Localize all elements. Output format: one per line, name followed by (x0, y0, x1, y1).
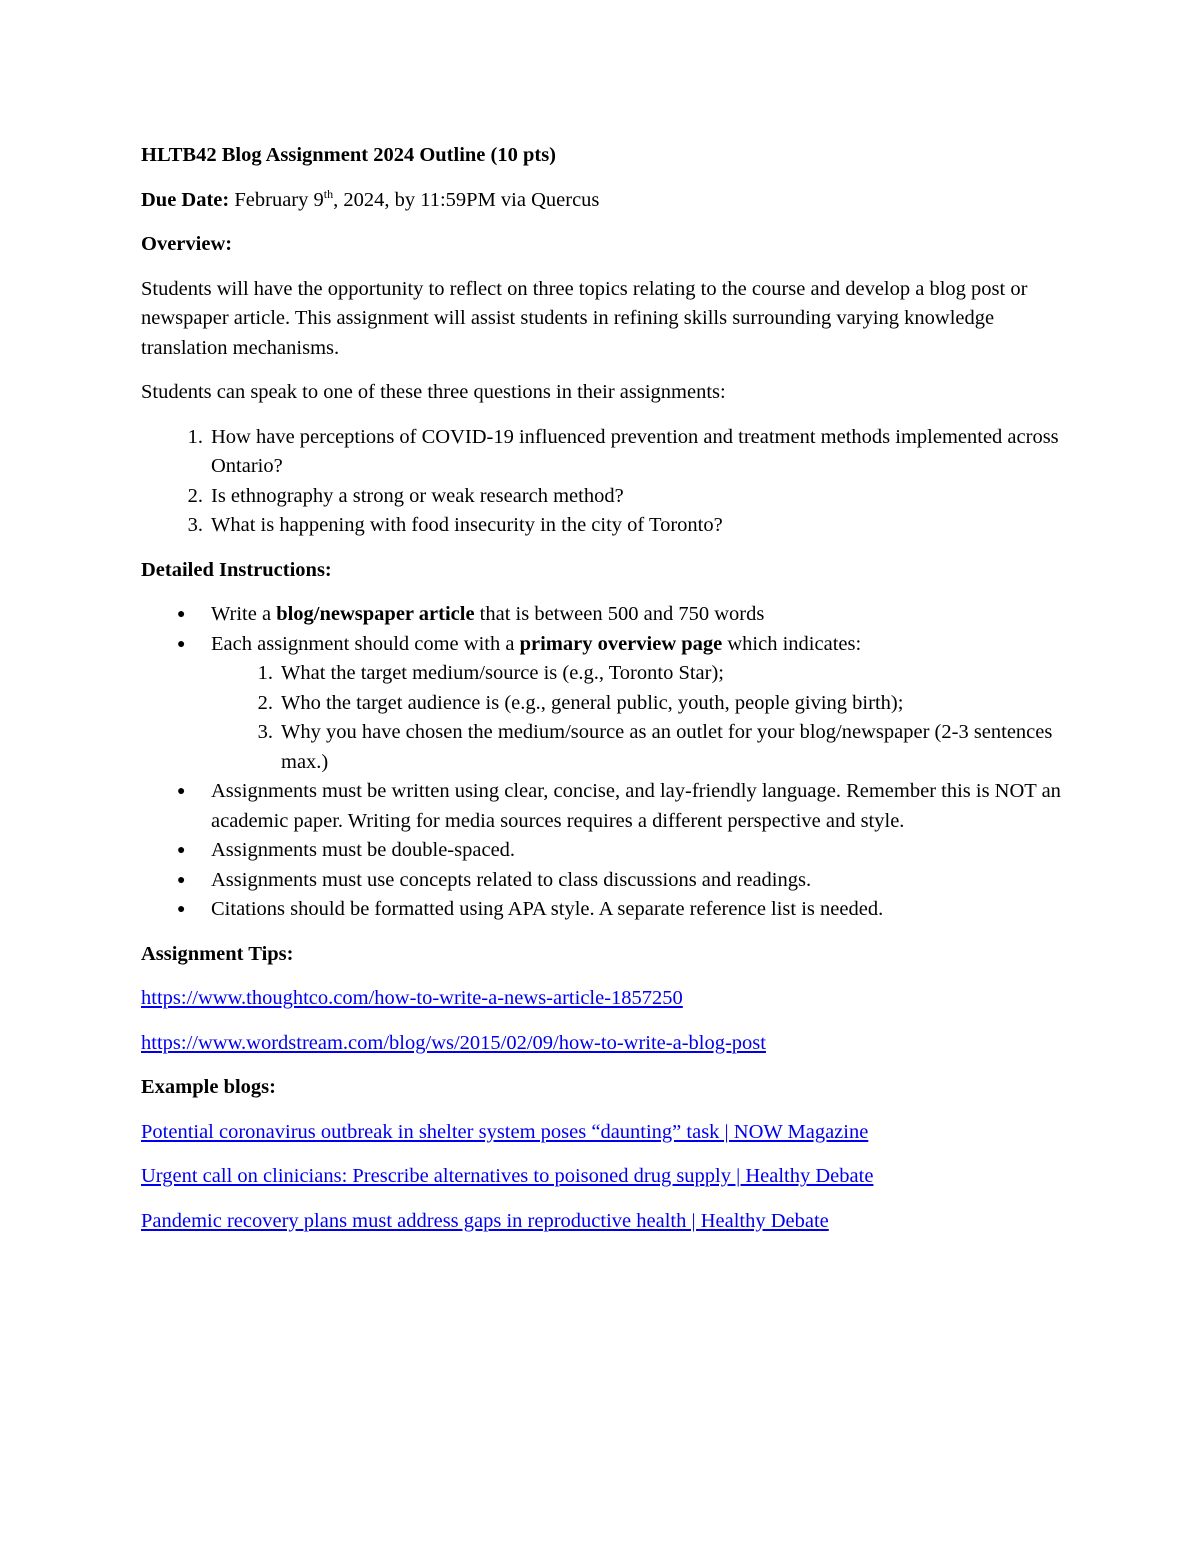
list-item (211, 689, 1071, 719)
list-number: 2. (257, 691, 273, 714)
list-number: 1. (257, 662, 273, 684)
due-date-text-rest: , 2024, by 11:59PM via Quercus (333, 188, 600, 211)
list-item (141, 895, 1071, 925)
due-date-line (141, 186, 1071, 216)
list-item (141, 600, 1071, 630)
instruction-text: that is between 500 and 750 words (474, 603, 765, 625)
requirement-text: Who the target audience is (e.g., general public, youth, people giving birth); (281, 691, 904, 714)
document-page (141, 141, 1071, 1251)
list-number: 3. (257, 721, 273, 743)
overview-heading: Overview: (141, 233, 233, 255)
requirement-text: What the target medium/source is (e.g., Toronto Star); (281, 662, 725, 684)
instruction-text: Assignments must be double-spaced. (211, 839, 516, 861)
bullet-icon: ● (177, 636, 186, 652)
due-date-label: Due Date: (141, 188, 230, 211)
example-blog-link-drug-supply[interactable]: Urgent call on clinicians: Prescribe alternatives to poisoned drug supply | Healthy Debate (141, 1165, 874, 1187)
list-number: 3. (187, 514, 203, 536)
list-item (141, 423, 1071, 482)
overview-paragraph: Students will have the opportunity to reflect on three topics relating to the course and develop a blog post or newspaper article. This assignment will assist students in refining skills surrounding varying knowledge translation mechanisms. (141, 277, 1028, 359)
overview-page-requirements-list (211, 659, 1071, 777)
instruction-text: Assignments must be written using clear, concise, and lay-friendly language. Remember this is NOT an academic paper. Writing for media sources requires a different perspective and style. (211, 780, 1061, 832)
example-blog-link-reproductive-health[interactable]: Pandemic recovery plans must address gaps in reproductive health | Healthy Debate (141, 1209, 829, 1232)
list-item (141, 777, 1071, 836)
bullet-icon: ● (177, 607, 186, 622)
list-item (141, 511, 1071, 541)
instructions-heading: Detailed Instructions: (141, 558, 332, 581)
instruction-text: Each assignment should come with a (211, 632, 520, 655)
bullet-icon: ● (177, 902, 186, 917)
due-date-text: February 9 (229, 188, 324, 211)
example-link-row (141, 1207, 1071, 1237)
instruction-text: Citations should be formatted using APA style. A separate reference list is needed. (211, 898, 884, 920)
instructions-list (141, 600, 1071, 925)
list-item (211, 659, 1071, 689)
instruction-text: which indicates: (722, 632, 862, 655)
tips-heading: Assignment Tips: (141, 942, 294, 965)
tip-link-row (141, 1029, 1071, 1059)
thoughtco-link[interactable]: https://www.thoughtco.com/how-to-write-a-news-article-1857250 (141, 987, 683, 1009)
due-date-superscript: th (323, 186, 334, 201)
example-link-row (141, 1162, 1071, 1192)
requirement-text: Why you have chosen the medium/source as an outlet for your blog/newspaper (2-3 sentences max.) (281, 721, 1053, 773)
instruction-bold-text: primary overview page (519, 632, 723, 655)
bullet-icon: ● (177, 784, 186, 799)
list-item (141, 630, 1071, 778)
example-link-row (141, 1118, 1071, 1148)
example-blog-link-now-magazine[interactable]: Potential coronavirus outbreak in shelter system poses “daunting” task | NOW Magazine (141, 1120, 869, 1143)
question-text: Is ethnography a strong or weak research method? (211, 484, 624, 507)
instruction-text: Assignments must use concepts related to class discussions and readings. (211, 868, 812, 891)
list-item (211, 718, 1071, 777)
list-number: 1. (187, 425, 203, 448)
list-item (141, 836, 1071, 866)
question-text: What is happening with food insecurity in the city of Toronto? (211, 514, 723, 536)
examples-heading: Example blogs: (141, 1076, 276, 1098)
tip-link-row (141, 984, 1071, 1014)
list-item (141, 482, 1071, 512)
wordstream-link[interactable]: https://www.wordstream.com/blog/ws/2015/02/09/how-to-write-a-blog-post (141, 1031, 766, 1054)
list-item (141, 866, 1071, 896)
bullet-icon: ● (177, 872, 186, 888)
bullet-icon: ● (177, 843, 186, 858)
list-number: 2. (187, 484, 203, 507)
questions-intro: Students can speak to one of these three questions in their assignments: (141, 381, 726, 403)
document-title: HLTB42 Blog Assignment 2024 Outline (10 pts) (141, 144, 557, 166)
instruction-bold-text: blog/newspaper article (276, 603, 475, 625)
question-text: How have perceptions of COVID-19 influenced prevention and treatment methods implemented across Ontario? (211, 425, 1059, 477)
instruction-text: Write a (211, 603, 277, 625)
questions-list (141, 423, 1071, 541)
